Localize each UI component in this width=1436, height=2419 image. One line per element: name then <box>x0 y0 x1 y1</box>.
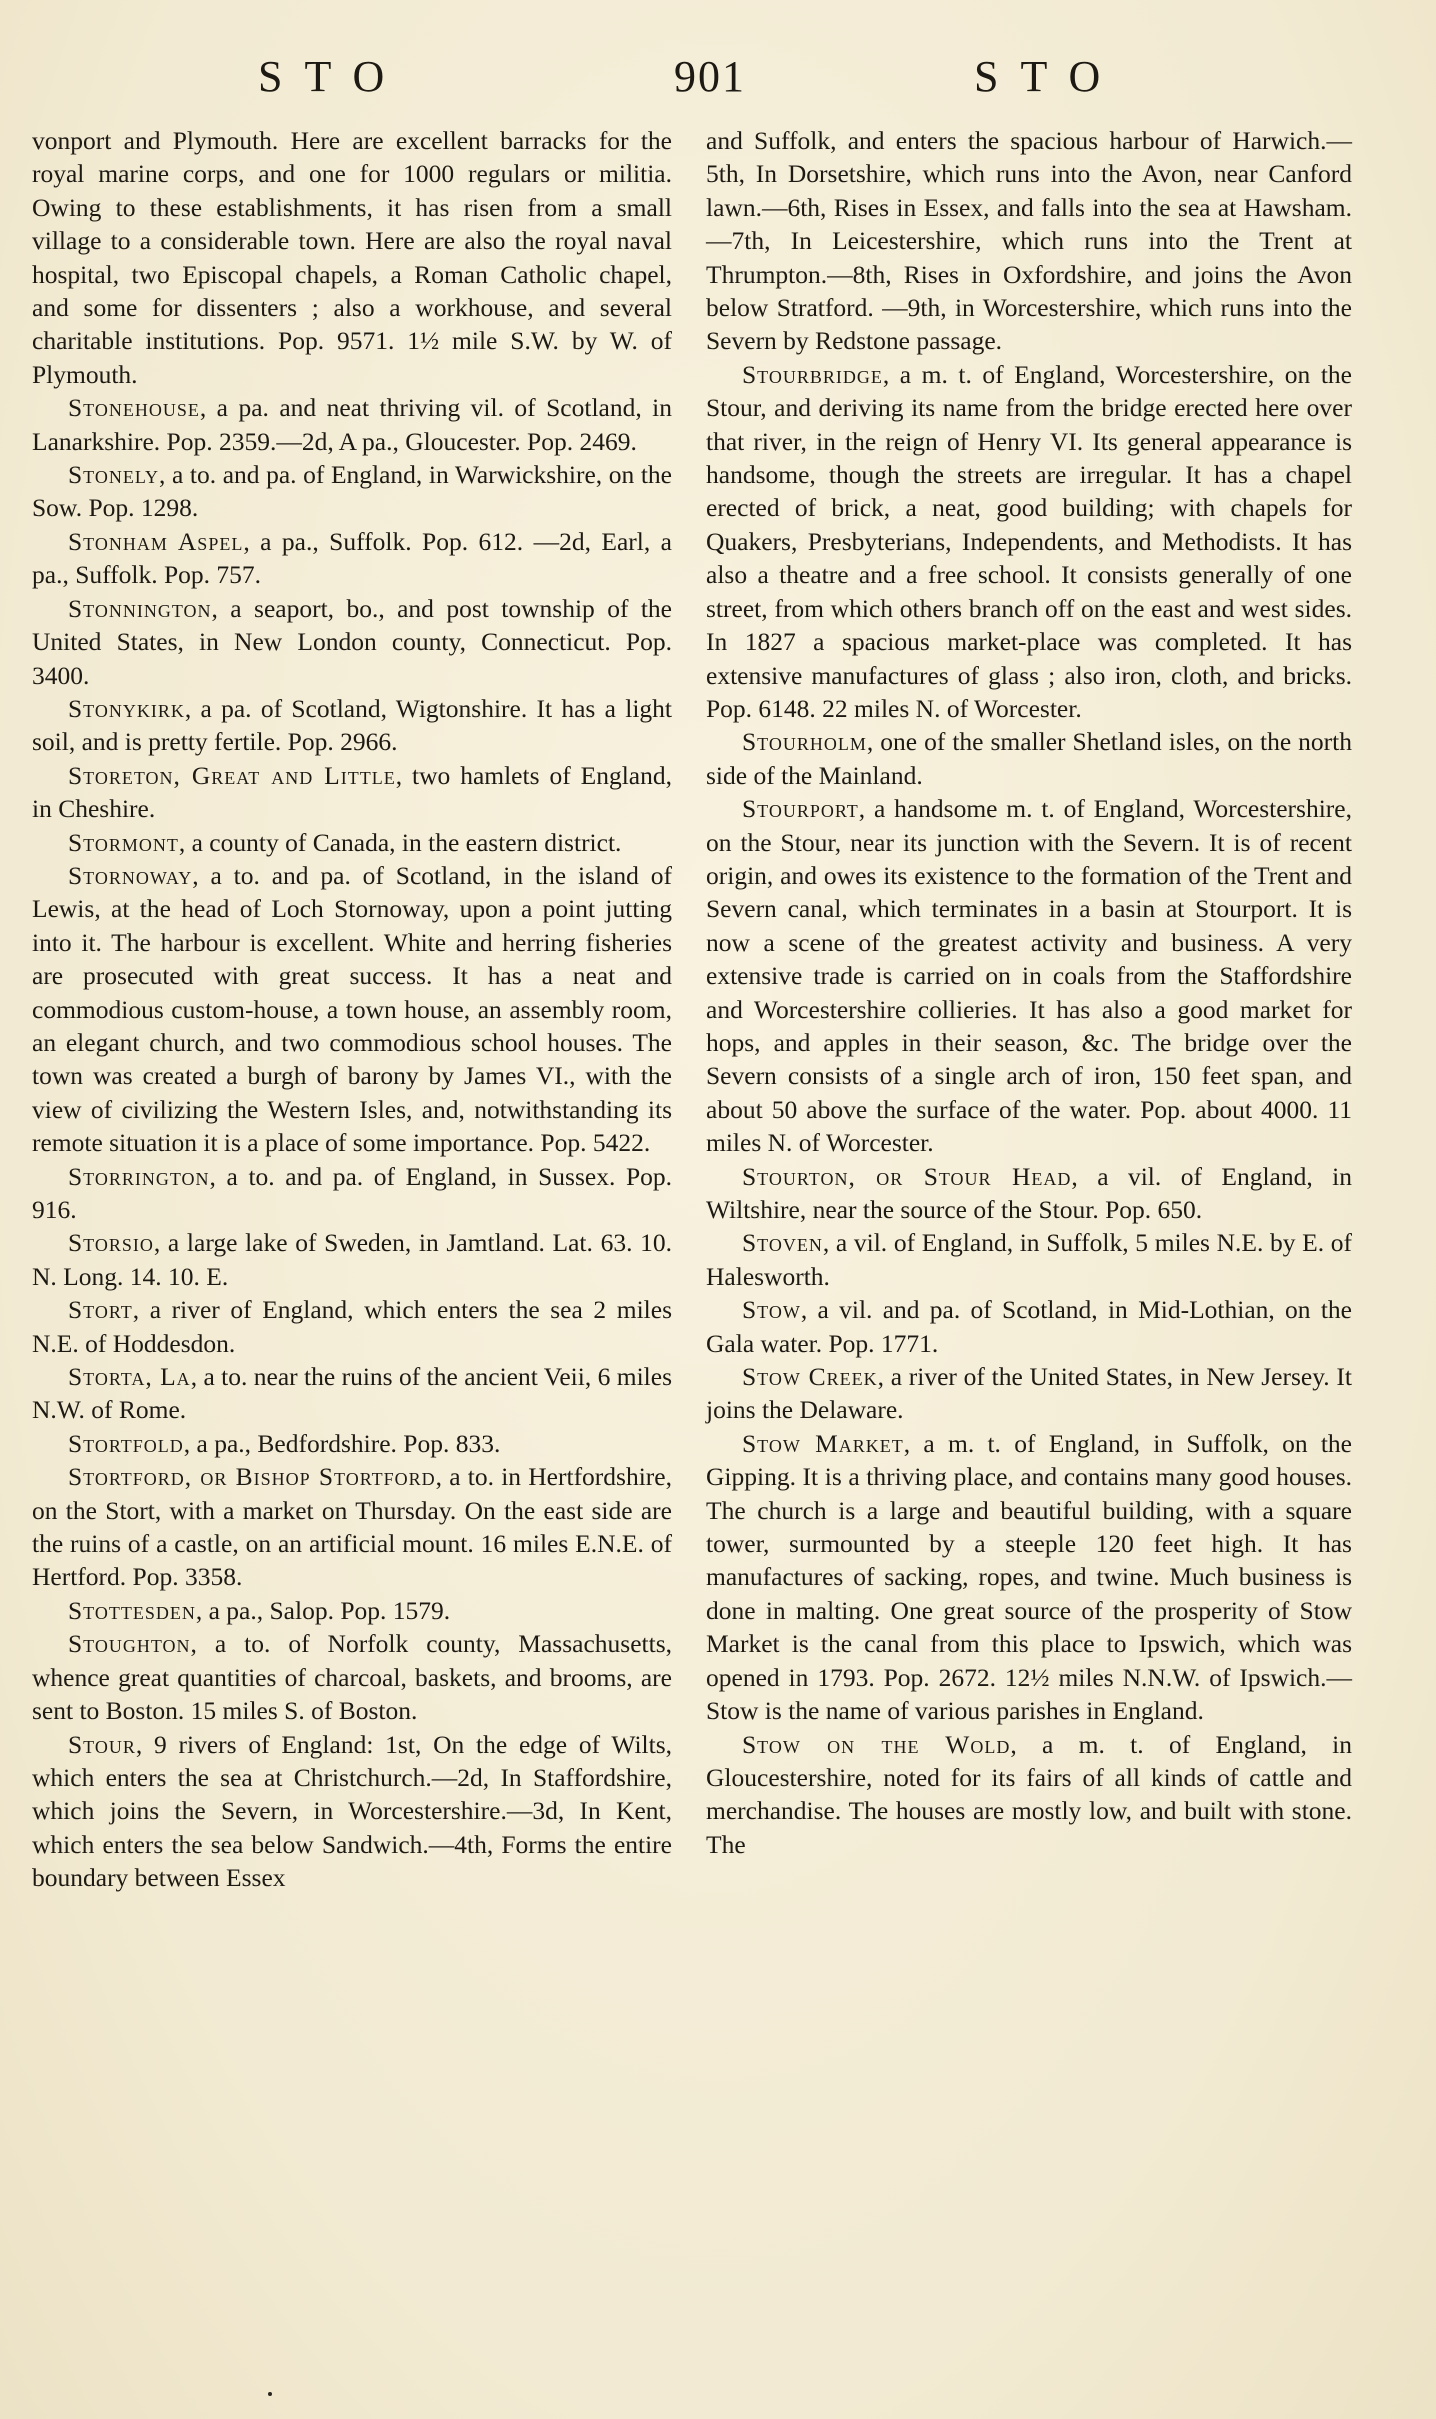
entry-text: , a m. t. of England, Worcestershire, on the Stour, and deriving its name from the bridge erected here over that river, in the reign of Henry VI. Its general appearance is handsome, though the streets are irregular. It has a chapel erected of brick, a neat, good building; with chapels for Quakers, Presbyterians, Independents, and Methodists. It has also a theatre and a free school. It consists generally of one street, from which others branch off on the east and west sides. In 1827 a spacious market-place was completed. It has extensive manufactures of glass ; also iron, cloth, and bricks. Pop. 6148. 22 miles N. of Worcester. <box>706 359 1352 723</box>
headword: Stonnington <box>68 593 212 623</box>
entry-text: , 9 rivers of England: 1st, On the edge of Wilts, which enters the sea at Christchurch.—2d, In Staffordshire, which joins the Severn, in Worcestershire.—3d, In Kent, which enters the sea below Sandwich.—4th, Forms the entire boundary between Essex <box>32 1729 672 1893</box>
headword: Storrington <box>68 1161 210 1191</box>
entry-text: , a river of the United States, in New Jersey. It joins the Delaware. <box>706 1362 1352 1425</box>
entry-stourholm <box>706 725 1352 792</box>
headword: Stow on the Wold <box>742 1729 1011 1759</box>
right-column <box>706 124 1352 1861</box>
entry-text: , a m. t. of England, in Suffolk, on the Gipping. It is a thriving place, and contains many good houses. The church is a large and beautiful building, with a square tower, surmounted by a steeple 120 feet high. It has manufactures of sacking, ropes, and twine. Much business is done in malting. One great source of the prosperity of Stow Market is the canal from this place to Ipswich, which was opened in 1793. Pop. 2672. 12½ miles N.N.W. of Ipswich.—Stow is the name of various parishes in England. <box>706 1428 1352 1726</box>
headword: Stonehouse <box>68 393 200 423</box>
entry-stonely <box>32 458 672 525</box>
entry-text: , a pa., Bedfordshire. Pop. 833. <box>183 1428 501 1458</box>
left-column <box>32 124 672 1895</box>
entry-text: , a seaport, bo., and post township of the United States, in New London county, Connecticut. Pop. 3400. <box>32 593 672 690</box>
entry-text: , a pa. of Scotland, Wigtonshire. It has a light soil, and is pretty fertile. Pop. 2966. <box>32 693 672 757</box>
entry-stort <box>32 1293 672 1360</box>
entry-stonykirk <box>32 692 672 759</box>
headword: Stonham Aspel <box>68 526 244 556</box>
headword: Stonykirk <box>68 693 185 723</box>
entry-stourton <box>706 1160 1352 1227</box>
entry-text: , a m. t. of England, in Gloucestershire, noted for its fairs of all kinds of cattle and merchandise. The houses are mostly low, and built with stone. The <box>706 1729 1352 1859</box>
headword: Stort <box>68 1295 133 1325</box>
headword: Stow Creek <box>742 1362 878 1392</box>
headword: Stornoway <box>68 860 193 890</box>
headword: Stourholm <box>742 727 867 757</box>
entry-text: , a to. and pa. of England, in Warwickshire, on the Sow. Pop. 1298. <box>32 460 672 523</box>
entry-stottesden <box>32 1594 672 1627</box>
headword: Storta, La <box>68 1362 191 1392</box>
entry-stow-market <box>706 1427 1352 1728</box>
headword: Stoughton <box>68 1629 191 1659</box>
entry-storsio <box>32 1226 672 1293</box>
headword: Stourton, or Stour Head <box>742 1161 1072 1191</box>
entry-text: vonport and Plymouth. Here are excellent barracks for the royal marine corps, and one for 1000 regulars or militia. Owing to these establishments, it has risen from a small village to a considerable town. Here are also the royal naval hospital, two Episcopal chapels, a Roman Catholic chapel, and some for dissenters ; also a workhouse, and several charitable institutions. Pop. 9571. 1½ mile S.W. by W. of Plymouth. <box>32 126 672 389</box>
headword: Stormont <box>68 827 179 857</box>
headword: Storsio <box>68 1228 154 1258</box>
header-left-guide: STO <box>258 52 407 101</box>
entry-text: , a to. near the ruins of the ancient Veii, 6 miles N.W. of Rome. <box>32 1362 672 1425</box>
entry-text: and Suffolk, and enters the spacious harbour of Harwich.—5th, In Dorsetshire, which runs into the Avon, near Canford lawn.—6th, Rises in Essex, and falls into the sea at Hawsham.—7th, In Leicestershire, which runs into the Trent at Thrumpton.—8th, Rises in Oxfordshire, and joins the Avon below Stratford. —9th, in Worcestershire, which runs into the Severn by Redstone passage. <box>706 126 1352 356</box>
entry-text: , a vil. of England, in Suffolk, 5 miles N.E. by E. of Halesworth. <box>706 1228 1352 1291</box>
headword: Stortford, or Bishop Stortford <box>68 1462 436 1492</box>
headword: Stoven <box>742 1228 823 1258</box>
entry-text: , a pa., Salop. Pop. 1579. <box>195 1595 451 1625</box>
entry-storrington <box>32 1160 672 1227</box>
entry-stortford <box>32 1460 672 1594</box>
entry-text: , a to. and pa. of England, in Sussex. Pop. 916. <box>32 1161 672 1224</box>
entry-stonnington <box>32 592 672 692</box>
entry-stonham-aspel <box>32 525 672 592</box>
entry-text: , a to. in Hertfordshire, on the Stort, with a market on Thursday. On the east side are the ruins of a castle, on an artificial mount. 16 miles E.N.E. of Hertford. Pop. 3358. <box>32 1462 672 1592</box>
headword: Stow Market <box>742 1428 904 1458</box>
entry-stonehouse <box>32 391 672 458</box>
entry-stour-cont <box>706 124 1352 358</box>
entry-stour <box>32 1728 672 1895</box>
entry-stourbridge <box>706 358 1352 725</box>
entry-devonport-cont <box>32 124 672 391</box>
entry-text: , a county of Canada, in the eastern district. <box>178 827 622 857</box>
headword: Stortfold <box>68 1428 184 1458</box>
entry-stow-on-the-wold <box>706 1728 1352 1862</box>
headword: Stottesden <box>68 1595 196 1625</box>
entry-text: , a vil. and pa. of Scotland, in Mid-Lothian, on the Gala water. Pop. 1771. <box>706 1295 1352 1358</box>
entry-stortfold <box>32 1427 672 1460</box>
headword: Stour <box>68 1729 136 1759</box>
entry-text: , a to. of Norfolk county, Massachusetts, whence great quantities of charcoal, baskets, and brooms, are sent to Boston. 15 miles S. of Boston. <box>32 1629 672 1726</box>
ink-dot <box>268 2392 272 2396</box>
entry-stornoway <box>32 859 672 1160</box>
entry-text: , two hamlets of England, in Cheshire. <box>32 760 672 824</box>
headword: Stonely <box>68 460 160 490</box>
entry-text: , a pa. and neat thriving vil. of Scotland, in Lanarkshire. Pop. 2359.—2d, A pa., Gloucester. Pop. 2469. <box>32 393 672 456</box>
headword: Storeton, Great and Little <box>68 760 396 790</box>
entry-text: , a river of England, which enters the sea 2 miles N.E. of Hoddesdon. <box>32 1295 672 1358</box>
headword: Stourport <box>742 794 859 824</box>
entry-text: , a handsome m. t. of England, Worcestershire, on the Stour, near its junction with the Severn. It is of recent origin, and owes its existence to the formation of the Trent and Severn canal, which terminates in a basin at Stourport. It is now a scene of the greatest activity and business. A very extensive trade is carried on in coals from the Staffordshire and Worcestershire collieries. It has also a good market for hops, and apples in their season, &c. The bridge over the Severn consists of a single arch of iron, 150 feet span, and about 50 above the surface of the water. Pop. about 4000. 11 miles N. of Worcester. <box>706 794 1352 1158</box>
entry-stow <box>706 1293 1352 1360</box>
headword: Stourbridge <box>742 359 883 389</box>
entry-text: , a pa., Suffolk. Pop. 612. —2d, Earl, a pa., Suffolk. Pop. 757. <box>32 526 673 590</box>
entry-stoughton <box>32 1627 672 1727</box>
entry-text: , a vil. of England, in Wiltshire, near the source of the Stour. Pop. 650. <box>706 1161 1353 1224</box>
entry-text: , a large lake of Sweden, in Jamtland. Lat. 63. 10. N. Long. 14. 10. E. <box>32 1228 672 1291</box>
entry-storeton <box>32 759 672 826</box>
header-right-guide: STO <box>974 52 1123 101</box>
entry-stoven <box>706 1226 1352 1293</box>
headword: Stow <box>742 1295 801 1325</box>
entry-stow-creek <box>706 1360 1352 1427</box>
entry-text: , one of the smaller Shetland isles, on the north side of the Mainland. <box>706 727 1352 790</box>
entry-storta <box>32 1360 672 1427</box>
entry-text: , a to. and pa. of Scotland, in the island of Lewis, at the head of Loch Stornoway, upon a point jutting into it. The harbour is excellent. White and herring fisheries are prosecuted with great success. It has a neat and commodious custom-house, a town house, an assembly room, an elegant church, and two commodious school houses. The town was created a burgh of barony by James VI., with the view of civilizing the Western Isles, and, notwithstanding its remote situation it is a place of some importance. Pop. 5422. <box>32 860 672 1158</box>
running-header <box>26 42 1416 112</box>
entry-stourport <box>706 792 1352 1159</box>
entry-stormont <box>32 826 672 859</box>
page-number: 901 <box>674 52 746 101</box>
